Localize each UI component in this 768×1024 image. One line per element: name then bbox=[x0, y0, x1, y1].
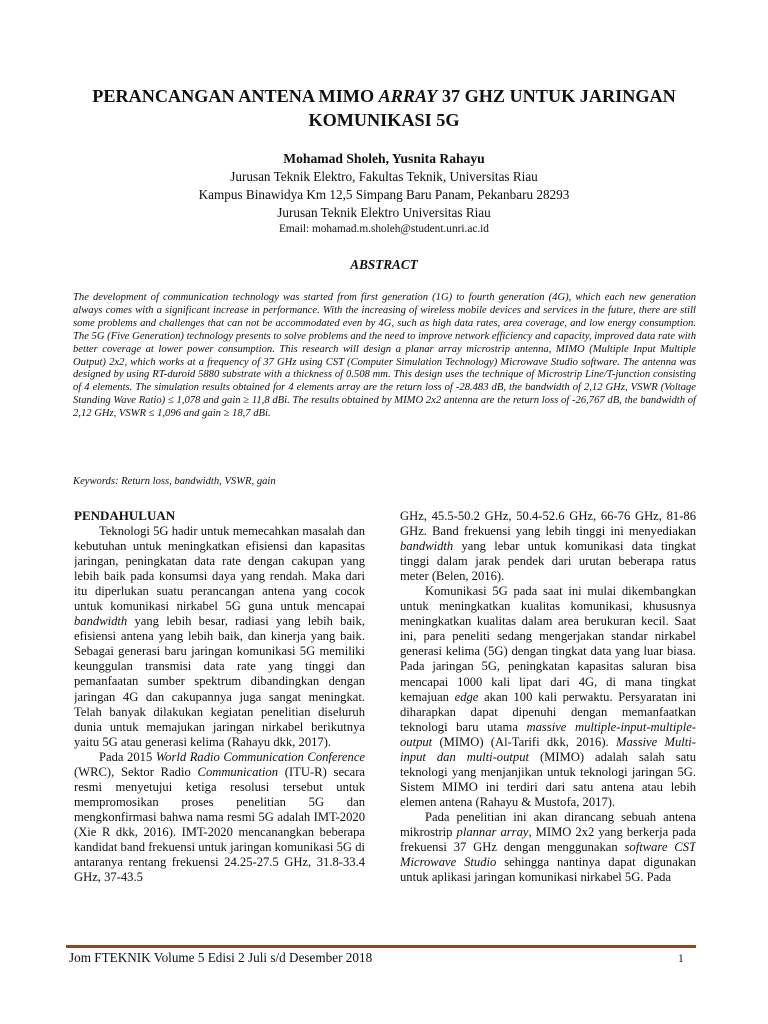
paragraph-text: Teknologi 5G hadir untuk memecahkan masalah dan kebutuhan untuk meningkatkan efisiensi dan kapasitas jaringan, peningkatan data rate dengan cakupan yang lebih baik pada konsumsi daya yang rendah. Maka dari itu diperlukan suatu perancangan antena yang cocok untuk komunikasi nirkabel 5G guna untuk mencapai bbox=[74, 524, 365, 614]
paragraph-text: Pada penelitian ini akan dirancang sebuah antena mikrostrip bbox=[400, 809, 696, 839]
affiliation-line-2: Kampus Binawidya Km 12,5 Simpang Baru Panam, Pekanbaru 28293 bbox=[198, 187, 570, 202]
paragraph-term: plannar array bbox=[456, 824, 529, 839]
paragraph-term: software CST Microwave Studio bbox=[400, 840, 696, 870]
affiliation-line-3: Jurusan Teknik Elektro Universitas Riau bbox=[277, 205, 491, 220]
paragraph-text: Komunikasi 5G pada saat ini mulai dikembangkan untuk meningkatkan kualitas komunikasi, khususnya meningkatkan kualitas dalam area berukuran kecil. Saat ini, para peneliti sedang mengerjakan standar nirkabel generasi kelima (5G) dengan tingkat data yang luar biasa. Pada jaringan 5G, peningkatan kapasitas saluran bisa mencapai 1000 kali lipat dari 4G, di mana tingkat kemajuan bbox=[400, 584, 696, 704]
section-heading-pendahuluan: PENDAHULUAN bbox=[74, 508, 176, 523]
intro-paragraph-continued bbox=[400, 509, 696, 584]
paragraph-term: edge bbox=[454, 689, 479, 704]
paragraph-text: yang lebih besar, radiasi yang lebih baik, efisiensi antena yang lebih baik, dan kinerja yang baik. Sebagai generasi baru jaringan komunikasi 5G memiliki keunggulan transmisi data rate yang tinggi dan pemanfaatan sumber spektrum dibandingkan dengan jaringan 4G dan cakupannya juga sangat meningkat. Telah banyak dilakukan kegiatan penelitian diseluruh dunia untuk memajukan jaringan nirkabel berikutnya yaitu 5G atau generasi kelima (Rahayu dkk, 2017). bbox=[74, 614, 365, 749]
title-line1-part2: 37 GHZ UNTUK JARINGAN bbox=[437, 86, 676, 106]
footer-journal-info: Jom FTEKNIK Volume 5 Edisi 2 Juli s/d Desember 2018 bbox=[69, 950, 373, 965]
keywords: Keywords: Return loss, bandwidth, VSWR, gain bbox=[73, 476, 276, 487]
paragraph-text: (MIMO) adalah salah satu teknologi yang menjanjikan untuk teknologi jaringan 5G. Sistem MIMO ini terdiri dari satu antena atau lebih elemen antena (Rahayu & Mustofa, 2017). bbox=[400, 749, 696, 809]
left-column bbox=[74, 508, 365, 948]
intro-paragraph-4 bbox=[400, 810, 696, 885]
paragraph-text: , MIMO 2x2 yang berkerja pada frekuensi 37 GHz dengan menggunakan bbox=[400, 824, 696, 855]
paragraph-text: (WRC), Sektor Radio bbox=[74, 764, 198, 779]
paragraph-text: (MIMO) (Al-Tarifi dkk, 2016). bbox=[432, 734, 616, 749]
abstract-text: The development of communication technology was started from first generation (1G) to fourth generation (4G), which each new generation always comes with a significant increase in performance. With the increasing of wireless mobile devices and services in the future, there are still some problems and challenges that can not be accommodated even by 4G, such as high data rates, area coverage, and low energy consumption. The 5G (Five Generation) technology presents to solve problems and the need to improve network efficiency and capacity, improved data rate with better coverage at lower power consumption. This research will design a planar array microstrip antenna, MIMO (Multiple Input Multiple Output) 2x2, which works at a frequency of 37 GHz using CST (Computer Simulation Technology) Microwave Studio software. The antenna was designed by using RT-duroid 5880 substrate with a thickness of 0.508 mm. This design uses the technique of Microstrip Line/T-junction consisting of 4 elements. The simulation results obtained for 4 elements array are the return loss of -28.483 dB, the bandwidth of 2,12 GHz, VSWR (Voltage Standing Wave Ratio) ≤ 1,078 and gain ≥ 11,8 dBi. The results obtained by MIMO 2x2 antenna are the return loss of -26,767 dB, the bandwidth of 2,12 GHz, VSWR ≤ 1,096 and gain ≥ 18,7 dBi. bbox=[73, 292, 696, 420]
paragraph-text: Pada 2015 bbox=[99, 749, 156, 764]
paper-title bbox=[60, 84, 708, 132]
intro-paragraph-1 bbox=[74, 524, 365, 750]
title-line1-italic: ARRAY bbox=[378, 86, 438, 106]
intro-paragraph-2 bbox=[74, 750, 365, 885]
paragraph-term: massive multiple-input-multiple-output bbox=[400, 719, 696, 749]
paragraph-term: Massive Multi-input dan multi-output bbox=[400, 734, 696, 764]
title-line2: KOMUNIKASI 5G bbox=[308, 110, 460, 130]
intro-paragraph-3 bbox=[400, 584, 696, 810]
footer-divider bbox=[66, 945, 696, 948]
affiliation-line-1: Jurusan Teknik Elektro, Fakultas Teknik, Universitas Riau bbox=[230, 169, 538, 184]
title-line1-part1: PERANCANGAN ANTENA MIMO bbox=[92, 86, 379, 106]
abstract-heading: ABSTRACT bbox=[350, 257, 418, 272]
paragraph-term: bandwidth bbox=[74, 614, 128, 629]
paragraph-text: (ITU-R) secara resmi menyetujui ketiga resolusi tersebut untuk mempromosikan proses penelitian 5G dan mengkonfirmasi bahwa nama resmi 5G adalah IMT-2020 (Xie R dkk, 2016). IMT-2020 mencanangkan beberapa kandidat band frekuensi untuk jaringan komunikasi 5G di antaranya rentang frekuensi 24.25-27.5 GHz, 31.8-33.4 GHz, 37-43.5 bbox=[74, 764, 365, 885]
right-column bbox=[400, 509, 696, 949]
author-email: Email: mohamad.m.sholeh@student.unri.ac.id bbox=[279, 223, 489, 235]
paragraph-text: GHz, 45.5-50.2 GHz, 50.4-52.6 GHz, 66-76 GHz, 81-86 GHz. Band frekuensi yang lebih tinggi ini menyediakan bbox=[400, 509, 696, 539]
paragraph-text: yang lebar untuk komunikasi data tingkat tinggi dalam jarak pendek dari urutan beberapa ratus meter (Belen, 2016). bbox=[400, 539, 696, 584]
paragraph-term: Communication bbox=[197, 764, 279, 779]
authors: Mohamad Sholeh, Yusnita Rahayu bbox=[283, 151, 485, 166]
paragraph-term: bandwidth bbox=[400, 539, 454, 554]
paragraph-text: sehingga nantinya dapat digunakan untuk aplikasi jaringan komunikasi nirkabel 5G. Pada bbox=[400, 855, 696, 885]
paragraph-term: World Radio Communication Conference bbox=[155, 749, 365, 764]
page-number: 1 bbox=[678, 953, 684, 965]
paragraph-text: akan 100 kali perwaktu. Persyaratan ini diharapkan dapat dipenuhi dengan memanfaatkan teknologi baru utama bbox=[400, 689, 696, 734]
